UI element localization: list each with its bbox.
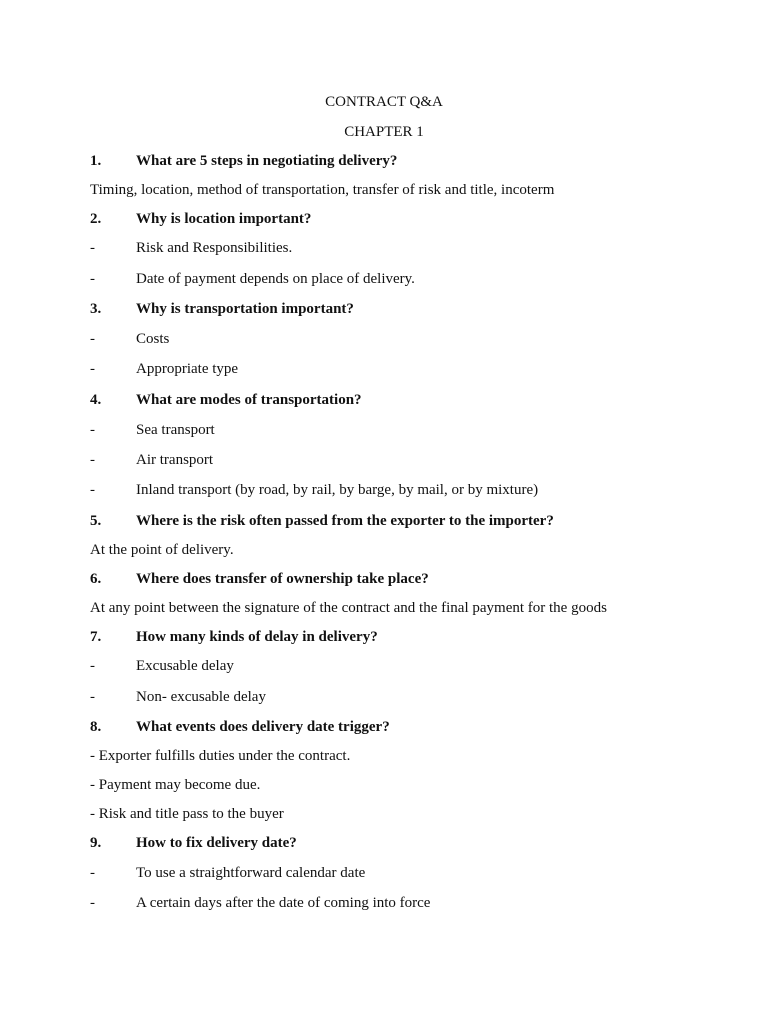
question-text: What events does delivery date trigger? xyxy=(136,719,390,735)
question-number: 7. xyxy=(90,629,102,645)
question-number: 2. xyxy=(90,211,102,227)
bullet-dash: - xyxy=(90,895,95,911)
bullet-item: Non- excusable delay xyxy=(136,689,266,705)
question-text: What are 5 steps in negotiating delivery? xyxy=(136,153,398,169)
bullet-item: Air transport xyxy=(136,452,214,468)
chapter-heading: CHAPTER 1 xyxy=(344,124,424,140)
answer-paragraph: Timing, location, method of transportation, transfer of risk and title, incoterm xyxy=(90,182,555,198)
question-text: How to fix delivery date? xyxy=(136,835,297,851)
answer-paragraph: At the point of delivery. xyxy=(90,542,234,558)
question-text: Where is the risk often passed from the exporter to the importer? xyxy=(136,513,554,529)
question-text: Why is transportation important? xyxy=(136,301,354,317)
bullet-dash: - xyxy=(90,452,95,468)
question-number: 6. xyxy=(90,571,102,587)
bullet-dash: - xyxy=(90,240,95,256)
answer-paragraph: - Risk and title pass to the buyer xyxy=(90,806,284,822)
question-text: How many kinds of delay in delivery? xyxy=(136,629,378,645)
bullet-dash: - xyxy=(90,422,95,438)
question-text: Where does transfer of ownership take place? xyxy=(136,571,429,587)
question-number: 4. xyxy=(90,392,102,408)
bullet-item: A certain days after the date of coming into force xyxy=(136,895,431,911)
bullet-item: Date of payment depends on place of delivery. xyxy=(136,271,415,287)
bullet-dash: - xyxy=(90,271,95,287)
bullet-dash: - xyxy=(90,361,95,377)
question-text: Why is location important? xyxy=(136,211,312,227)
answer-paragraph: - Payment may become due. xyxy=(90,777,261,793)
question-number: 5. xyxy=(90,513,102,529)
bullet-item: Sea transport xyxy=(136,422,215,438)
bullet-item: To use a straightforward calendar date xyxy=(136,865,366,881)
bullet-item: Appropriate type xyxy=(136,361,239,377)
bullet-item: Excusable delay xyxy=(136,658,234,674)
bullet-item: Costs xyxy=(136,331,170,347)
bullet-dash: - xyxy=(90,658,95,674)
bullet-dash: - xyxy=(90,689,95,705)
bullet-item: Risk and Responsibilities. xyxy=(136,240,293,256)
question-number: 8. xyxy=(90,719,102,735)
bullet-item: Inland transport (by road, by rail, by barge, by mail, or by mixture) xyxy=(136,482,539,498)
bullet-dash: - xyxy=(90,331,95,347)
document-title: CONTRACT Q&A xyxy=(325,94,443,110)
question-text: What are modes of transportation? xyxy=(136,392,362,408)
answer-paragraph: At any point between the signature of the contract and the final payment for the goods xyxy=(90,600,607,616)
question-number: 9. xyxy=(90,835,102,851)
answer-paragraph: - Exporter fulfills duties under the contract. xyxy=(90,748,351,764)
bullet-dash: - xyxy=(90,865,95,881)
question-number: 3. xyxy=(90,301,102,317)
question-number: 1. xyxy=(90,153,102,169)
bullet-dash: - xyxy=(90,482,95,498)
